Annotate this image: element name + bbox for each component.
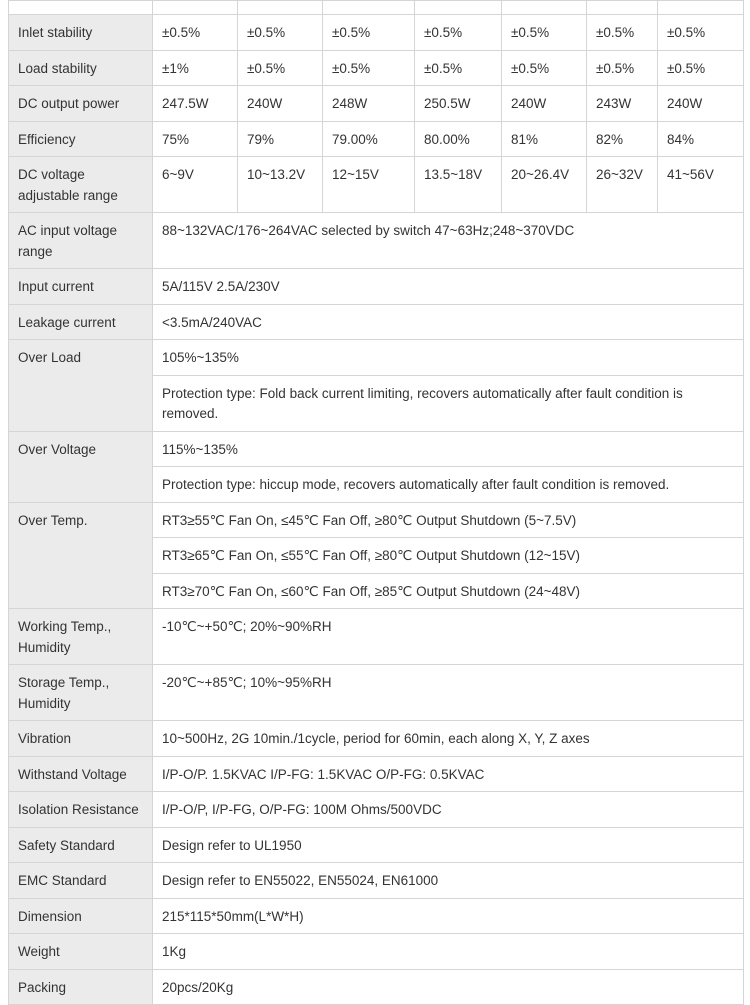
row-label: Leakage current [9,304,153,340]
row-label: Inlet stability [9,15,153,51]
row-label: Load stability [9,50,153,86]
value-cell [323,1,415,15]
table-row [9,898,744,934]
value-cell [238,1,323,15]
table-row [9,609,744,665]
spec-table-body [9,1,744,1005]
value-cell: RT3≥65℃ Fan On, ≤55℃ Fan Off, ≥80℃ Output Shutdown (12~15V) [153,538,744,574]
table-row [9,15,744,51]
value-cell: 41~56V [658,157,744,213]
value-cell [658,1,744,15]
table-row [9,269,744,305]
table-row [9,1,744,15]
row-label: Weight [9,934,153,970]
value-cell: I/P-O/P. 1.5KVAC I/P-FG: 1.5KVAC O/P-FG: 0.5KVAC [153,756,744,792]
value-cell: ±0.5% [415,50,502,86]
value-cell: 240W [658,86,744,122]
table-row [9,665,744,721]
table-row [9,969,744,1005]
table-row [9,50,744,86]
value-cell [502,1,587,15]
row-label: Efficiency [9,121,153,157]
row-label: Over Voltage [9,431,153,502]
table-row [9,431,744,467]
value-cell: 12~15V [323,157,415,213]
value-cell: Protection type: hiccup mode, recovers automatically after fault condition is removed. [153,467,744,503]
value-cell: ±0.5% [323,15,415,51]
value-cell [587,1,658,15]
value-cell: 105%~135% [153,340,744,376]
value-cell: 79.00% [323,121,415,157]
row-label: Storage Temp., Humidity [9,665,153,721]
value-cell: 82% [587,121,658,157]
value-cell: Protection type: Fold back current limiting, recovers automatically after fault condition is removed. [153,375,744,431]
value-cell: 248W [323,86,415,122]
value-cell: -10℃~+50℃; 20%~90%RH [153,609,744,665]
row-label: Over Temp. [9,502,153,609]
value-cell: 240W [502,86,587,122]
value-cell: 79% [238,121,323,157]
table-row [9,121,744,157]
value-cell: ±0.5% [415,15,502,51]
value-cell: 215*115*50mm(L*W*H) [153,898,744,934]
value-cell: 1Kg [153,934,744,970]
value-cell: 20pcs/20Kg [153,969,744,1005]
value-cell: ±0.5% [587,50,658,86]
value-cell: RT3≥55℃ Fan On, ≤45℃ Fan Off, ≥80℃ Output Shutdown (5~7.5V) [153,502,744,538]
row-label: Working Temp., Humidity [9,609,153,665]
value-cell: 84% [658,121,744,157]
table-row [9,304,744,340]
value-cell: 250.5W [415,86,502,122]
value-cell: 88~132VAC/176~264VAC selected by switch 47~63Hz;248~370VDC [153,213,744,269]
value-cell: 81% [502,121,587,157]
row-label: EMC Standard [9,863,153,899]
row-label: Withstand Voltage [9,756,153,792]
value-cell: 75% [153,121,238,157]
row-label: Input current [9,269,153,305]
value-cell: 26~32V [587,157,658,213]
table-row [9,827,744,863]
table-row [9,213,744,269]
value-cell [415,1,502,15]
value-cell: ±0.5% [658,15,744,51]
value-cell: 243W [587,86,658,122]
table-row [9,934,744,970]
row-label: DC output power [9,86,153,122]
row-label: Dimension [9,898,153,934]
value-cell: ±0.5% [323,50,415,86]
table-row [9,86,744,122]
value-cell: 13.5~18V [415,157,502,213]
table-row [9,502,744,538]
row-label: Vibration [9,721,153,757]
value-cell: ±0.5% [587,15,658,51]
label-cell [9,1,153,15]
table-row [9,340,744,376]
value-cell: Design refer to UL1950 [153,827,744,863]
value-cell: <3.5mA/240VAC [153,304,744,340]
value-cell: 247.5W [153,86,238,122]
value-cell: RT3≥70℃ Fan On, ≤60℃ Fan Off, ≥85℃ Output Shutdown (24~48V) [153,573,744,609]
value-cell: 115%~135% [153,431,744,467]
value-cell: ±1% [153,50,238,86]
row-label: Packing [9,969,153,1005]
table-row [9,721,744,757]
value-cell: 80.00% [415,121,502,157]
row-label: Isolation Resistance [9,792,153,828]
table-row [9,756,744,792]
value-cell: 5A/115V 2.5A/230V [153,269,744,305]
value-cell: 10~13.2V [238,157,323,213]
spec-table [8,0,744,1005]
value-cell: ±0.5% [658,50,744,86]
table-row [9,792,744,828]
table-row [9,863,744,899]
value-cell: 10~500Hz, 2G 10min./1cycle, period for 60min, each along X, Y, Z axes [153,721,744,757]
value-cell: ±0.5% [238,50,323,86]
row-label: Safety Standard [9,827,153,863]
value-cell [153,1,238,15]
row-label: DC voltage adjustable range [9,157,153,213]
value-cell: ±0.5% [238,15,323,51]
value-cell: 6~9V [153,157,238,213]
value-cell: I/P-O/P, I/P-FG, O/P-FG: 100M Ohms/500VDC [153,792,744,828]
value-cell: ±0.5% [502,50,587,86]
spec-table-container [8,0,743,995]
value-cell: -20℃~+85℃; 10%~95%RH [153,665,744,721]
value-cell: Design refer to EN55022, EN55024, EN61000 [153,863,744,899]
table-row [9,157,744,213]
row-label: Over Load [9,340,153,432]
value-cell: 240W [238,86,323,122]
row-label: AC input voltage range [9,213,153,269]
value-cell: ±0.5% [153,15,238,51]
value-cell: ±0.5% [502,15,587,51]
value-cell: 20~26.4V [502,157,587,213]
